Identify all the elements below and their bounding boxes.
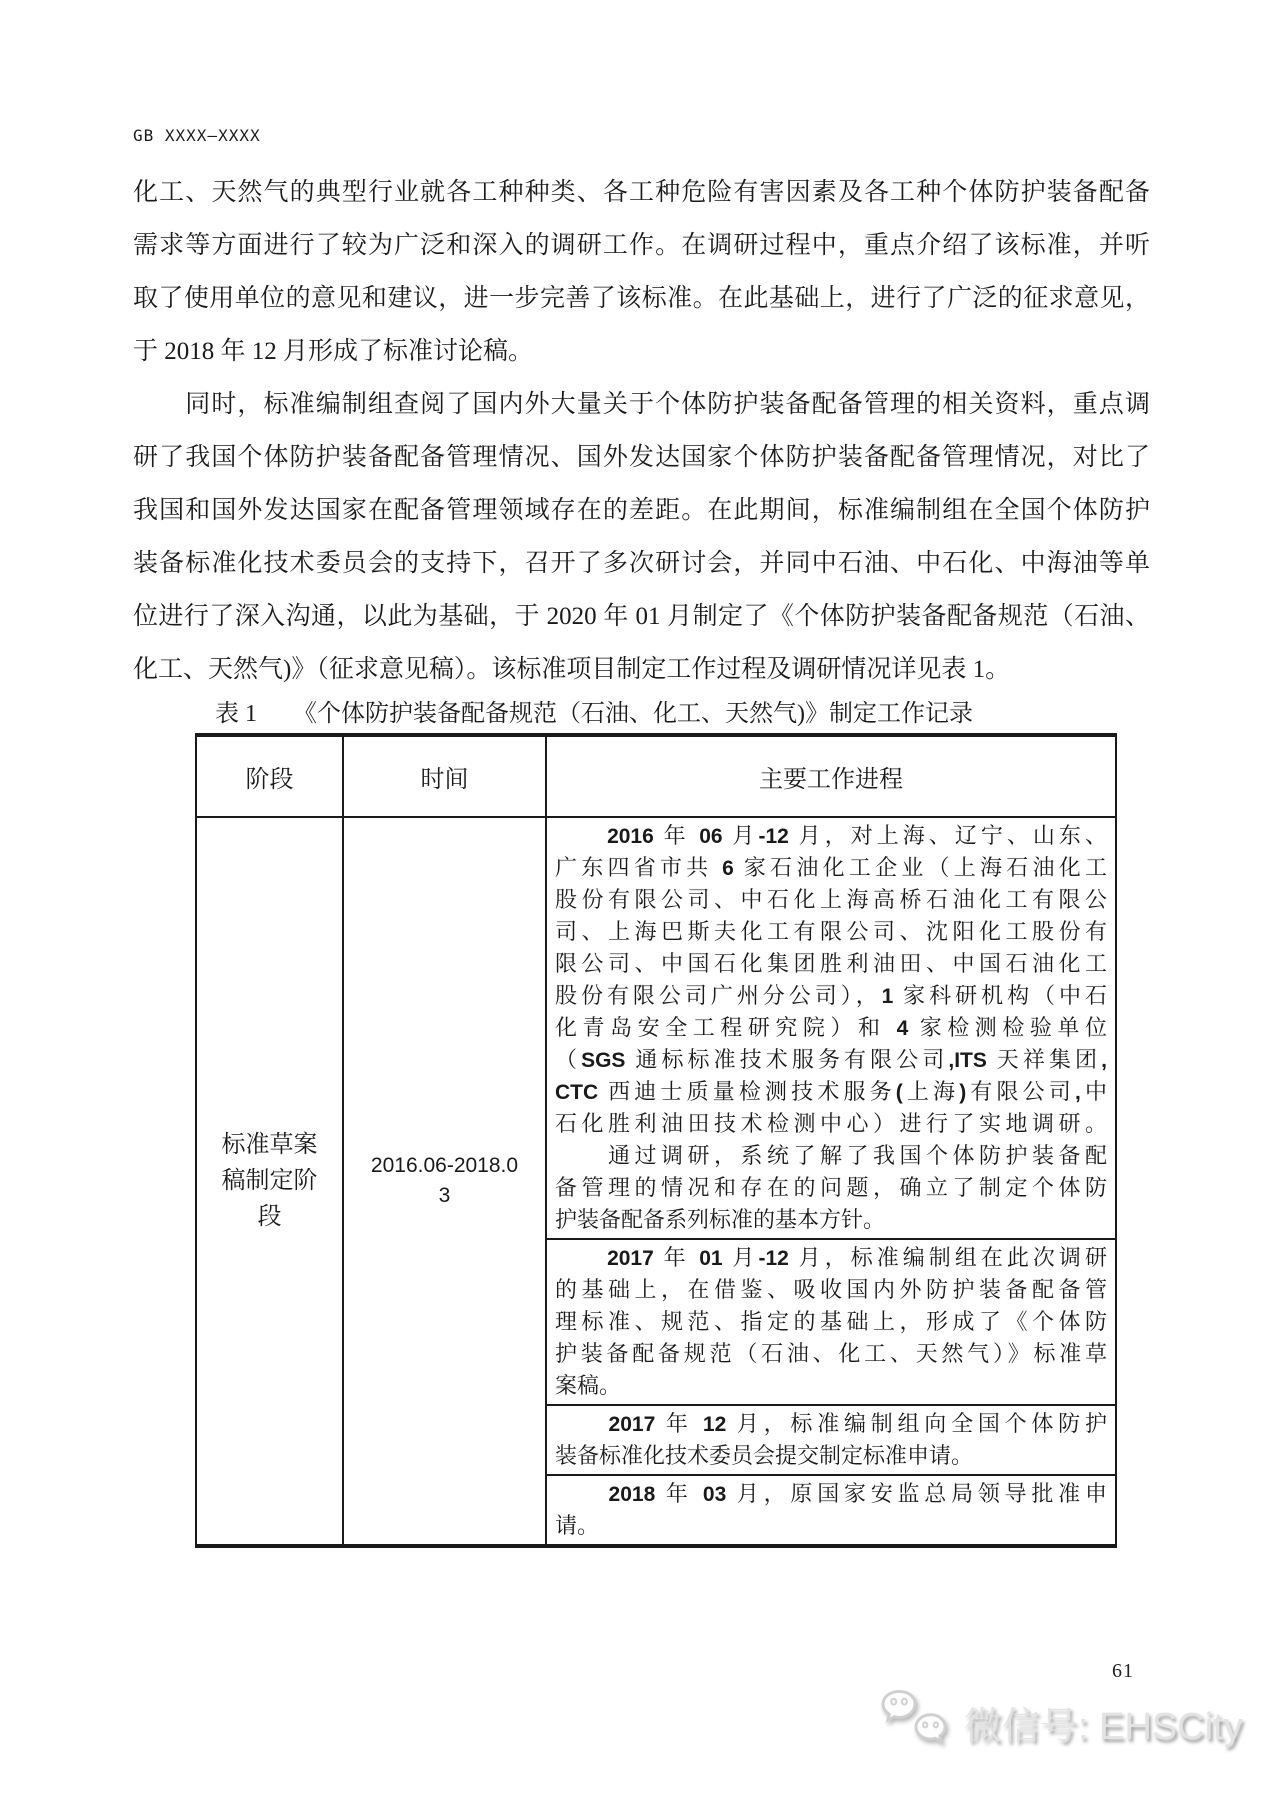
col-header-stage: 阶段 [196, 735, 343, 817]
table-caption: 表 1 《个体防护装备配备规范（石油、化工、天然气)》制定工作记录 [215, 701, 973, 727]
text-line: 股份有限公司、中石化上海高桥石油化工有限公 [555, 887, 1107, 912]
text-line: 股份有限公司广州分公司），1 家科研机构（中石 [555, 983, 1107, 1008]
wechat-watermark [878, 1690, 1243, 1754]
text-line: 需求等方面进行了较为广泛和深入的调研工作。在调研过程中，重点介绍了该标准，并听 [133, 232, 1150, 259]
table-header-row [196, 735, 1116, 817]
wechat-icon [878, 1690, 954, 1754]
text-line: 同时，标准编制组查阅了国内外大量关于个体防护装备配备管理的相关资料，重点调 [133, 391, 1150, 418]
text-line: 案稿。 [555, 1373, 622, 1398]
text-line: 标准草案 [221, 1132, 318, 1158]
paragraph-1 [133, 166, 1150, 378]
time-cell [343, 817, 546, 1546]
text-line: 化工、天然气)》（征求意见稿）。该标准项目制定工作过程及调研情况详见表 1。 [133, 656, 1011, 683]
wechat-account-label: 微信号: EHSCity [964, 1705, 1243, 1748]
text-line: 3 [438, 1184, 451, 1207]
text-line: 的基础上，在借鉴、吸收国内外防护装备配备管 [555, 1277, 1107, 1302]
text-line: 司、上海巴斯夫化工有限公司、沈阳化工股份有 [555, 919, 1107, 944]
page-number: 61 [1112, 1660, 1134, 1682]
text-line: 2016 年 06 月-12 月，对上海、辽宁、山东、 [607, 823, 1107, 848]
text-line: 化青岛安全工程研究院）和 4 家检测检验单位 [555, 1015, 1107, 1040]
work-record-table [195, 733, 1117, 1548]
col-header-time: 时间 [343, 735, 546, 817]
body-text [133, 166, 1150, 696]
text-line: 我国和国外发达国家在配备管理领域存在的差距。在此期间，标准编制组在全国个体防护 [133, 497, 1150, 524]
text-line: 2018 年 03 月，原国家安监总局领导批准申 [608, 1481, 1107, 1506]
text-line: 广东四省市共 6 家石油化工企业（上海石油化工 [555, 855, 1107, 880]
col-header-progress: 主要工作进程 [546, 735, 1116, 817]
text-line: 装备标准化技术委员会提交制定标准申请。 [555, 1443, 974, 1468]
text-line: CTC 西迪士质量检测技术服务(上海)有限公司,中 [555, 1079, 1107, 1104]
stage-cell [196, 817, 343, 1546]
doc-code: GB XXXX—XXXX [133, 126, 261, 145]
text-line: 石化胜利油田技术检测中心）进行了实地调研。 [555, 1111, 1107, 1136]
table-row [196, 817, 1116, 1239]
text-line: 护装备配备规范（石油、化工、天然气）》标准草 [555, 1341, 1107, 1366]
text-line: 理标准、规范、指定的基础上，形成了《个体防 [555, 1309, 1107, 1334]
text-line: 于 2018 年 12 月形成了标准讨论稿。 [133, 338, 534, 365]
text-line: 化工、天然气的典型行业就各工种种类、各工种危险有害因素及各工种个体防护装备配备 [133, 179, 1150, 206]
text-line: 2016.06-2018.0 [370, 1154, 519, 1177]
paragraph-2 [133, 378, 1150, 696]
text-line: 研了我国个体防护装备配备管理情况、国外发达国家个体防护装备配备管理情况，对比了 [133, 444, 1150, 471]
text-line: 段 [257, 1204, 282, 1230]
progress-cell-2 [546, 1239, 1116, 1405]
text-line: 取了使用单位的意见和建议，进一步完善了该标准。在此基础上，进行了广泛的征求意见， [133, 285, 1150, 312]
text-line: 请。 [555, 1513, 600, 1538]
text-line: 位进行了深入沟通，以此为基础，于 2020 年 01 月制定了《个体防护装备配备规范（石油、 [133, 603, 1150, 630]
progress-cell-4 [546, 1475, 1116, 1546]
text-line: 装备标准化技术委员会的支持下，召开了多次研讨会，并同中石油、中石化、中海油等单 [133, 550, 1150, 577]
text-line: 2017 年 01 月-12 月，标准编制组在此次调研 [607, 1245, 1107, 1270]
text-line: 护装备配备系列标准的基本方针。 [555, 1207, 886, 1232]
text-line: 2017 年 12 月，标准编制组向全国个体防护 [608, 1411, 1107, 1436]
text-line: 限公司、中国石化集团胜利油田、中国石油化工 [555, 951, 1107, 976]
progress-cell-3 [546, 1405, 1116, 1475]
text-line: （SGS 通标标准技术服务有限公司,ITS 天祥集团, [555, 1047, 1107, 1072]
text-line: 稿制定阶 [221, 1168, 318, 1194]
text-line: 备管理的情况和存在的问题，确立了制定个体防 [555, 1175, 1107, 1200]
progress-cell-1 [546, 817, 1116, 1239]
text-line: 通过调研，系统了解了我国个体防护装备配 [555, 1143, 1107, 1168]
